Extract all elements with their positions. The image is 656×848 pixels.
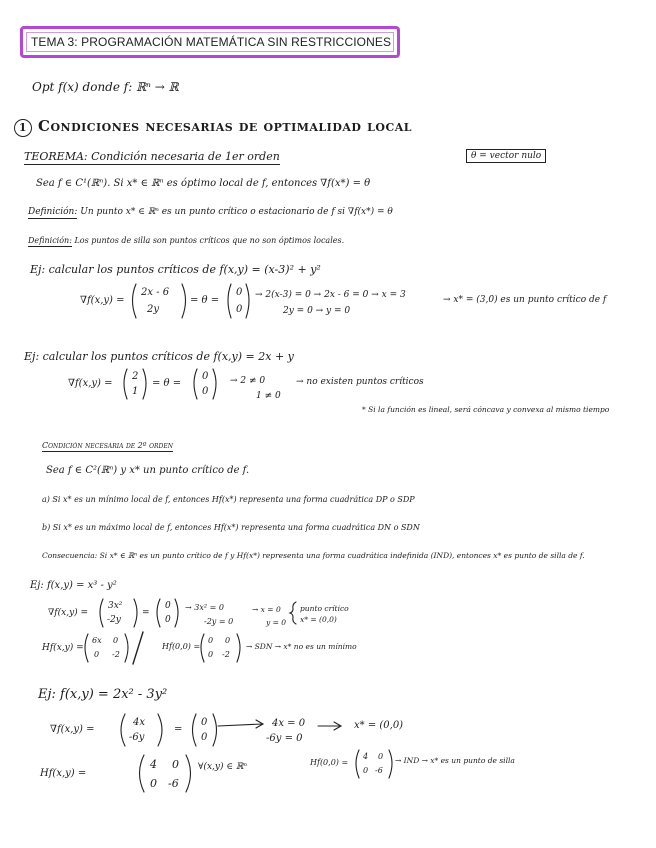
example-4-hessian-origin-22: -6 <box>375 766 383 775</box>
definition-1-label: Definición: <box>28 207 78 217</box>
ex4-hessian-bracket-right <box>186 755 191 792</box>
definition-2-label: Definición: <box>28 236 72 245</box>
definition-1-text: Un punto x* ∈ ℝⁿ es un punto crítico o estacionario de f si ∇f(x*) = θ <box>80 207 393 217</box>
ex1-zero-bracket-right <box>246 284 249 318</box>
example-3-solution-2: y = 0 <box>266 618 287 627</box>
ex4-hessian-bracket-left <box>140 755 145 792</box>
intro-line: Opt f(x) donde f: ℝⁿ → ℝ <box>32 80 179 94</box>
example-4-forall: ∀(x,y) ∈ ℝⁿ <box>198 762 247 772</box>
ex3-critical-brace <box>290 602 296 624</box>
ex4-zero-bracket-right <box>213 714 217 746</box>
example-3-vector-top: 3x² <box>108 601 123 611</box>
example-4-system-1: 4x = 0 <box>272 718 306 729</box>
ex2-zero-bracket-left <box>194 369 197 399</box>
example-3-hessian-22: -2 <box>112 650 120 659</box>
section-number: 1 <box>14 119 32 137</box>
example-3-critical-point: x* = (0,0) <box>300 615 337 624</box>
example-3-vector-bottom: -2y <box>107 615 121 625</box>
example-3-hessian-11: 6x <box>92 636 102 645</box>
example-2-title: Ej: calcular los puntos críticos de f(x,y) = 2x + y <box>24 350 294 363</box>
example-2-equals: = θ = <box>152 378 182 389</box>
ex4-arrow-2 <box>318 722 341 730</box>
example-3-hessian-origin-22: -2 <box>222 650 230 659</box>
example-4-zero-bottom: 0 <box>201 732 208 743</box>
example-4-hessian-origin-11: 4 <box>363 752 369 761</box>
example-3-zero-top: 0 <box>165 601 171 611</box>
ex2-zero-bracket-right <box>213 369 216 399</box>
example-2-footnote: * Si la función es lineal, será cóncava y convexa al mismo tiempo <box>362 405 610 414</box>
ex3-zero-bracket-left <box>157 599 160 627</box>
example-4-hessian-21: 0 <box>150 777 157 790</box>
example-3-hessian-origin-11: 0 <box>208 636 214 645</box>
example-4-zero-top: 0 <box>201 717 208 728</box>
example-4-hessian-origin-result: → IND → x* es un punto de silla <box>395 756 515 765</box>
example-4-hessian-origin-label: Hf(0,0) = <box>310 758 349 767</box>
example-2-zero-top: 0 <box>202 371 209 382</box>
example-4-hessian-label: Hf(x,y) = <box>40 768 87 779</box>
example-3-hessian-12: 0 <box>113 636 119 645</box>
example-4-gradient-label: ∇f(x,y) = <box>50 724 95 735</box>
page-title: TEMA 3: PROGRAMACIÓN MATEMÁTICA SIN RESTRICCIONES <box>31 35 392 49</box>
example-1-vector-bottom: 2y <box>147 304 160 315</box>
ex4-vector-bracket-left <box>121 714 125 746</box>
example-4-hessian-origin-12: 0 <box>378 752 384 761</box>
example-4-hessian-origin-21: 0 <box>363 766 369 775</box>
example-4-hessian-11: 4 <box>150 758 157 771</box>
example-2-system-2: 1 ≠ 0 <box>256 391 281 401</box>
example-3-hessian-origin-label: Hf(0,0) = <box>162 642 201 651</box>
example-4-system-2: -6y = 0 <box>266 733 303 744</box>
theorem-2-statement: Sea f ∈ C²(ℝⁿ) y x* un punto crítico de f. <box>46 465 250 476</box>
example-2-vector-bottom: 1 <box>132 386 139 397</box>
theorem-1-label: TEOREMA: Condición necesaria de 1er orden <box>24 150 280 163</box>
ex3-zero-bracket-right <box>175 599 178 627</box>
example-3-critical-label: punto crítico <box>300 604 349 613</box>
ex1-vector-bracket-left <box>133 284 137 318</box>
ex3-divider-slash <box>133 632 143 664</box>
ex4-zero-bracket-left <box>193 714 197 746</box>
example-4-hessian-22: -6 <box>168 777 179 790</box>
example-2-gradient-label: ∇f(x,y) = <box>68 378 113 389</box>
example-2-zero-bottom: 0 <box>202 386 209 397</box>
example-4-solution: x* = (0,0) <box>354 720 404 731</box>
theorem-2-consequence: Consecuencia: Si x* ∈ ℝⁿ es un punto crítico de f y Hf(x*) representa una forma cuadrática indefinida (IND), entonces x* es punto de silla de f. <box>42 551 585 560</box>
ex2-vector-bracket-left <box>124 369 127 399</box>
section-1-title: Condiciones necesarias de optimalidad local <box>38 117 412 135</box>
example-3-system-1: → 3x² = 0 <box>185 603 224 612</box>
example-1-vector-top: 2x - 6 <box>141 287 170 298</box>
theorem-2-part-a: a) Si x* es un mínimo local de f, entonces Hf(x*) representa una forma cuadrática DP o SDP <box>42 495 415 504</box>
example-3-hessian-origin-12: 0 <box>225 636 231 645</box>
example-4-vector-top: 4x <box>133 717 146 728</box>
example-4-hessian-12: 0 <box>172 758 179 771</box>
example-3-hessian-21: 0 <box>94 650 100 659</box>
example-3-equals: = <box>142 608 150 618</box>
example-3-zero-bottom: 0 <box>165 615 171 625</box>
example-3-solution-1: → x = 0 <box>252 605 281 614</box>
ex3-hessian-origin-bracket-left <box>201 634 204 662</box>
example-3-title: Ej: f(x,y) = x³ - y² <box>30 580 117 591</box>
example-1-zero-bottom: 0 <box>236 304 243 315</box>
ex4-arrow-1 <box>218 720 263 728</box>
ex3-vector-bracket-right <box>134 599 137 627</box>
example-4-vector-bottom: -6y <box>129 732 145 743</box>
example-3-gradient-label: ∇f(x,y) = <box>48 608 89 618</box>
example-3-hessian-origin-21: 0 <box>208 650 214 659</box>
example-3-hessian-label: Hf(x,y) = <box>42 643 84 653</box>
example-1-zero-top: 0 <box>236 287 243 298</box>
ex1-zero-bracket-left <box>228 284 231 318</box>
ex3-hessian-bracket-left <box>85 634 88 662</box>
example-4-title: Ej: f(x,y) = 2x² - 3y² <box>38 687 168 702</box>
ex3-vector-bracket-left <box>100 599 103 627</box>
ex1-vector-bracket-right <box>182 284 186 318</box>
definition-2-text: Los puntos de silla son puntos críticos que no son óptimos locales. <box>74 236 345 245</box>
theorem-1-statement: Sea f ∈ C¹(ℝⁿ). Si x* ∈ ℝⁿ es óptimo local de f, entonces ∇f(x*) = θ <box>36 178 371 189</box>
example-1-result: → x* = (3,0) es un punto crítico de f <box>443 295 607 305</box>
example-1-gradient-label: ∇f(x,y) = <box>80 295 125 306</box>
example-2-vector-top: 2 <box>132 371 139 382</box>
example-1-equals: = θ = <box>190 295 220 306</box>
ex4-hessian-origin-bracket-right <box>389 750 392 778</box>
example-1-title: Ej: calcular los puntos críticos de f(x,y) = (x-3)² + y² <box>30 263 321 276</box>
example-3-hessian-origin-result: → SDN → x* no es un mínimo <box>246 642 357 651</box>
example-3-system-2: -2y = 0 <box>204 617 234 626</box>
example-4-equals: = <box>174 724 183 735</box>
example-2-system-1: → 2 ≠ 0 <box>230 376 266 386</box>
ex2-vector-bracket-right <box>143 369 146 399</box>
example-1-system-1: → 2(x-3) = 0 → 2x - 6 = 0 → x = 3 <box>255 290 406 300</box>
ex4-vector-bracket-right <box>158 714 162 746</box>
ex3-hessian-origin-bracket-right <box>237 634 240 662</box>
ex4-hessian-origin-bracket-left <box>356 750 359 778</box>
ex3-hessian-bracket-right <box>125 634 128 662</box>
theorem-2-part-b: b) Si x* es un máximo local de f, entonces Hf(x*) representa una forma cuadrática DN o SDN <box>42 523 420 532</box>
null-vector-note: θ = vector nulo <box>466 149 546 163</box>
example-1-system-2: 2y = 0 → y = 0 <box>283 306 351 316</box>
example-2-result: → no existen puntos críticos <box>296 377 424 387</box>
theorem-2-label: Condición necesaria de 2º orden <box>42 441 173 450</box>
